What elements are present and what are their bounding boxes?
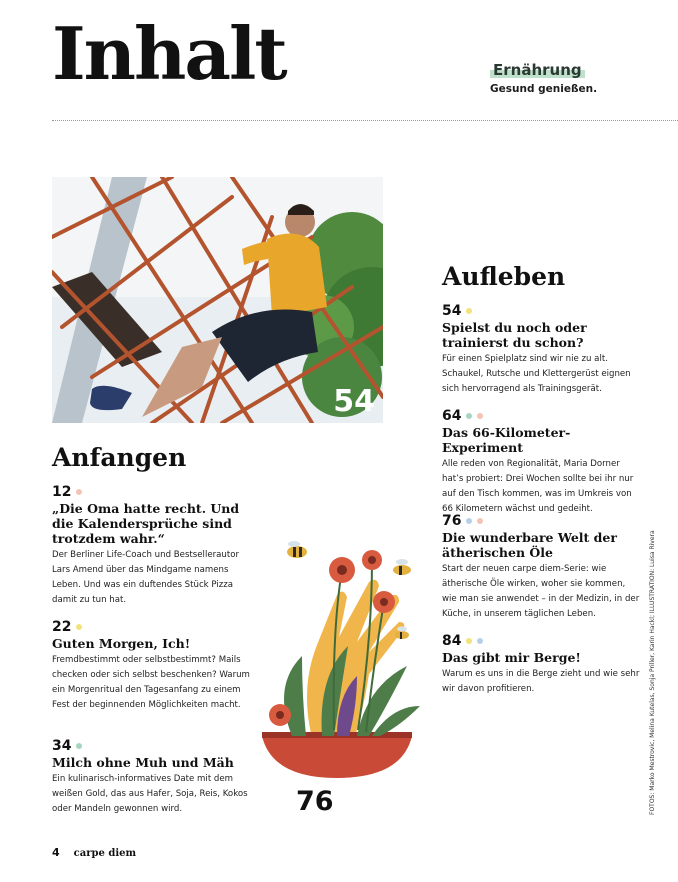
green-dot-icon [466,413,472,419]
feature-photo[interactable] [52,177,383,423]
entry-page-number: 34 [52,738,72,754]
yellow-dot-icon [466,638,472,644]
entry-description: Fremdbestimmt oder selbstbestimmt? Mails checken oder sich selbst beschenken? Warum ein Morgenritual den Tagesanfang zu einem Fest der beginnenden Möglichkeiten macht. [52,655,250,710]
oils-illustration[interactable] [262,540,422,780]
entry-description: Warum es uns in die Berge zieht und wie sehr wir davon profitieren. [442,669,640,694]
entry-page-number: 84 [442,633,462,649]
toc-entry-64[interactable] [442,408,642,517]
blue-dot-icon [477,638,483,644]
entry-page-number: 22 [52,619,72,635]
blue-dot-icon [466,518,472,524]
entry-page-number: 54 [442,303,462,319]
page-footer [52,846,136,859]
page-title: Inhalt [52,11,286,96]
toc-entry-84[interactable] [442,633,642,697]
entry-headline: Die wunderbare Welt der ätherischen Öle [442,530,617,560]
yellow-dot-icon [466,308,472,314]
entry-headline: Milch ohne Muh und Mäh [52,755,234,770]
entry-description: Ein kulinarisch-informatives Date mit dem weißen Gold, das aus Hafer, Soja, Reis, Kokos oder Mandeln gewonnen wird. [52,774,248,814]
category-name[interactable]: Ernährung [490,63,585,78]
pink-dot-icon [477,518,483,524]
illustration-page-number: 76 [296,786,334,817]
toc-entry-76[interactable] [442,513,642,622]
section-title-anfangen: Anfangen [52,443,187,472]
section-title-aufleben: Aufleben [442,262,566,291]
entry-description: Alle reden von Regionalität, Maria Dorner hat’s probiert: Drei Wochen sollte bei ihr nur auf den Tisch kommen, was im Umkreis von 66 Kilometern wächst und gedeiht. [442,459,634,514]
pink-dot-icon [477,413,483,419]
yellow-dot-icon [76,624,82,630]
entry-headline: Das gibt mir Berge! [442,650,581,665]
toc-entry-22[interactable] [52,619,252,713]
entry-description: Der Berliner Life-Coach und Bestsellerautor Lars Amend über das Mindgame namens Leben. Und was ein duftendes Stück Pizza damit zu tun hat. [52,550,240,605]
dotted-divider [52,120,678,121]
hand-flowers-illustration [262,540,422,780]
entry-page-number: 12 [52,484,72,500]
photo-page-number: 54 [333,384,375,419]
green-dot-icon [76,743,82,749]
toc-entry-34[interactable] [52,738,252,817]
category-block [490,62,597,95]
entry-headline: Das 66-Kilometer-Experiment [442,425,571,455]
toc-entry-54[interactable] [442,303,642,397]
photo-credits: FOTOS: Marko Mestrovic, Melina Kutelas, Sonja Priller, Karin Hackl; ILLUSTRATION: Luisa Rivera [649,530,656,815]
entry-headline: Spielst du noch oder trainierst du schon? [442,320,587,350]
pink-dot-icon [76,489,82,495]
entry-page-number: 64 [442,408,462,424]
magazine-name: carpe diem [73,848,137,859]
category-subtitle: Gesund genießen. [490,83,598,95]
footer-page-number: 4 [52,846,60,859]
entry-page-number: 76 [442,513,462,529]
toc-entry-12[interactable] [52,484,252,608]
entry-description: Start der neuen carpe diem-Serie: wie ätherische Öle wirken, woher sie kommen, wie man sie anwendet – in der Medizin, in der Küche, in unserem täglichen Leben. [442,564,640,619]
entry-headline: „Die Oma hatte recht. Und die Kalendersprüche sind trotzdem wahr.“ [52,501,240,546]
entry-headline: Guten Morgen, Ich! [52,636,191,651]
entry-description: Für einen Spielplatz sind wir nie zu alt. Schaukel, Rutsche und Klettergerüst eignen sich hervorragend als Trainingsgerät. [442,354,631,394]
